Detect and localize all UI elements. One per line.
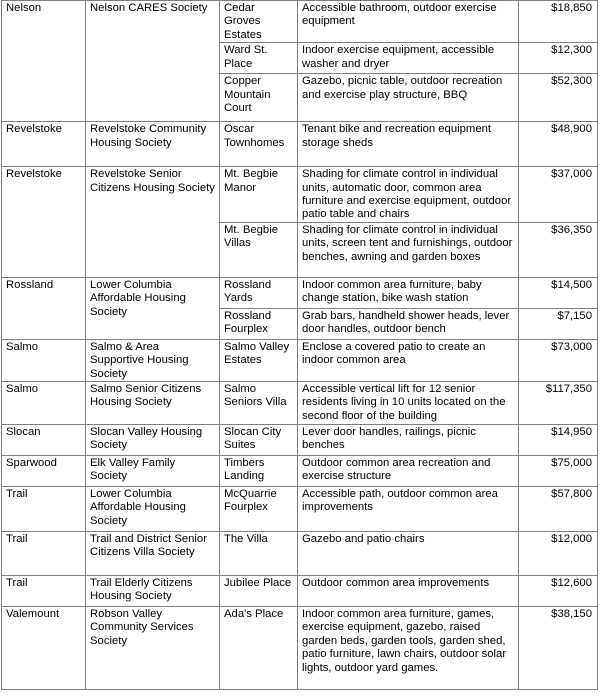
description-cell: Shading for climate control in individual units, automatic door, common area furniture and exercise equipment, outdoor patio table and chairs — [298, 167, 519, 223]
project-cell: Cedar Groves Estates — [220, 1, 298, 43]
community-cell: Trail — [2, 487, 86, 532]
amount-cell: $75,000 — [519, 456, 598, 487]
community-cell: Revelstoke — [2, 167, 86, 278]
amount-cell: $48,900 — [519, 122, 598, 167]
project-cell: Jubilee Place — [220, 576, 298, 607]
amount-cell: $73,000 — [519, 339, 598, 381]
description-cell: Outdoor common area recreation and exercise structure — [298, 456, 519, 487]
description-cell: Indoor exercise equipment, accessible washer and dryer — [298, 43, 519, 74]
project-cell: Ward St. Place — [220, 43, 298, 74]
project-cell: Ada's Place — [220, 607, 298, 690]
community-cell: Salmo — [2, 382, 86, 425]
description-cell: Accessible vertical lift for 12 senior residents living in 10 units located on the second floor of the building — [298, 382, 519, 425]
funding-table — [1, 0, 598, 690]
description-cell: Gazebo and patio chairs — [298, 532, 519, 576]
society-cell: Nelson CARES Society — [86, 1, 220, 122]
amount-cell: $14,950 — [519, 425, 598, 456]
community-cell: Valemount — [2, 607, 86, 690]
amount-cell: $18,850 — [519, 1, 598, 43]
project-cell: Salmo Valley Estates — [220, 339, 298, 381]
amount-cell: $7,150 — [519, 308, 598, 339]
community-cell: Rossland — [2, 277, 86, 339]
project-cell: Slocan City Suites — [220, 425, 298, 456]
table-row — [2, 122, 598, 167]
society-cell: Lower Columbia Affordable Housing Society — [86, 487, 220, 532]
table-row — [2, 576, 598, 607]
society-cell: Trail and District Senior Citizens Villa Society — [86, 532, 220, 576]
amount-cell: $36,350 — [519, 222, 598, 277]
project-cell: Copper Mountain Court — [220, 74, 298, 122]
project-cell: Oscar Townhomes — [220, 122, 298, 167]
description-cell: Grab bars, handheld shower heads, lever door handles, outdoor bench — [298, 308, 519, 339]
description-cell: Gazebo, picnic table, outdoor recreation and exercise play structure, BBQ — [298, 74, 519, 122]
table-row — [2, 487, 598, 532]
description-cell: Accessible path, outdoor common area improvements — [298, 487, 519, 532]
society-cell: Revelstoke Community Housing Society — [86, 122, 220, 167]
description-cell: Indoor common area furniture, baby change station, bike wash station — [298, 277, 519, 308]
description-cell: Accessible bathroom, outdoor exercise equipment — [298, 1, 519, 43]
table-row — [2, 1, 598, 43]
description-cell: Shading for climate control in individual units, screen tent and furnishings, outdoor benches, awning and garden boxes — [298, 222, 519, 277]
table-row — [2, 167, 598, 223]
project-cell: Salmo Seniors Villa — [220, 382, 298, 425]
amount-cell: $57,800 — [519, 487, 598, 532]
description-cell: Enclose a covered patio to create an indoor common area — [298, 339, 519, 381]
community-cell: Salmo — [2, 339, 86, 381]
community-cell: Trail — [2, 576, 86, 607]
society-cell: Revelstoke Senior Citizens Housing Society — [86, 167, 220, 278]
amount-cell: $12,000 — [519, 532, 598, 576]
amount-cell: $12,300 — [519, 43, 598, 74]
project-cell: Mt. Begbie Manor — [220, 167, 298, 223]
society-cell: Salmo Senior Citizens Housing Society — [86, 382, 220, 425]
society-cell: Slocan Valley Housing Society — [86, 425, 220, 456]
amount-cell: $38,150 — [519, 607, 598, 690]
society-cell: Robson Valley Community Services Society — [86, 607, 220, 690]
project-cell: McQuarrie Fourplex — [220, 487, 298, 532]
community-cell: Slocan — [2, 425, 86, 456]
table-row — [2, 277, 598, 308]
community-cell: Nelson — [2, 1, 86, 122]
society-cell: Lower Columbia Affordable Housing Society — [86, 277, 220, 339]
community-cell: Trail — [2, 532, 86, 576]
project-cell: Rossland Yards — [220, 277, 298, 308]
amount-cell: $14,500 — [519, 277, 598, 308]
society-cell: Salmo & Area Supportive Housing Society — [86, 339, 220, 381]
project-cell: Mt. Begbie Villas — [220, 222, 298, 277]
amount-cell: $52,300 — [519, 74, 598, 122]
community-cell: Revelstoke — [2, 122, 86, 167]
table-row — [2, 456, 598, 487]
project-cell: Timbers Landing — [220, 456, 298, 487]
table-row — [2, 532, 598, 576]
table-row — [2, 382, 598, 425]
table-row — [2, 425, 598, 456]
amount-cell: $37,000 — [519, 167, 598, 223]
project-cell: Rossland Fourplex — [220, 308, 298, 339]
table-row — [2, 339, 598, 381]
amount-cell: $12,600 — [519, 576, 598, 607]
project-cell: The Villa — [220, 532, 298, 576]
description-cell: Lever door handles, railings, picnic benches — [298, 425, 519, 456]
society-cell: Trail Elderly Citizens Housing Society — [86, 576, 220, 607]
amount-cell: $117,350 — [519, 382, 598, 425]
description-cell: Indoor common area furniture, games, exercise equipment, gazebo, raised garden beds, garden tools, garden shed, patio furniture, lawn chairs, outdoor solar lights, outdoor yard games. — [298, 607, 519, 690]
society-cell: Elk Valley Family Society — [86, 456, 220, 487]
community-cell: Sparwood — [2, 456, 86, 487]
table-row — [2, 607, 598, 690]
description-cell: Outdoor common area improvements — [298, 576, 519, 607]
description-cell: Tenant bike and recreation equipment storage sheds — [298, 122, 519, 167]
